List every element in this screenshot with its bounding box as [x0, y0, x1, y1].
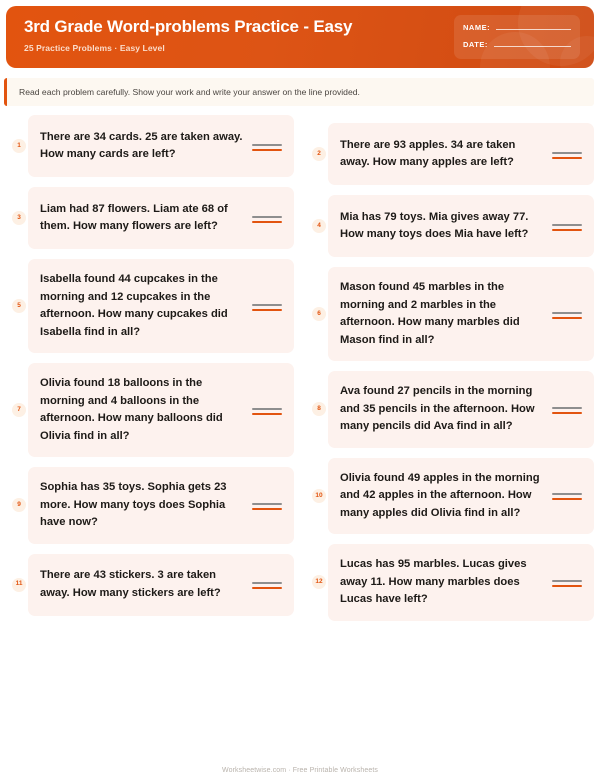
answer-line[interactable]: [552, 222, 582, 231]
problem-number-badge: 4: [312, 219, 326, 233]
problems-grid: [0, 115, 600, 631]
problem-number-badge: 9: [12, 498, 26, 512]
problem-number-badge: 1: [12, 139, 26, 153]
problem-card: [28, 259, 294, 353]
answer-line-gray: [252, 408, 282, 410]
problem-text: Olivia found 18 balloons in the morning and 4 balloons in the afternoon. How many balloons did Olivia find in all?: [40, 377, 223, 442]
answer-line-orange: [552, 157, 582, 159]
header-title-block: [24, 17, 352, 53]
name-date-box: [454, 15, 580, 59]
date-row: [463, 40, 571, 49]
problem-number-badge: 6: [312, 307, 326, 321]
worksheet-header: [6, 6, 594, 68]
date-label: DATE:: [463, 40, 488, 49]
problem-number-badge: 3: [12, 211, 26, 225]
answer-line-orange: [552, 229, 582, 231]
problem-card: [328, 371, 594, 448]
answer-line[interactable]: [252, 406, 282, 415]
answer-line-gray: [252, 304, 282, 306]
problem-item: [306, 195, 594, 257]
problem-text: Olivia found 49 apples in the morning and 42 apples in the afternoon. How many apples did Olivia find in all?: [340, 471, 540, 519]
problem-number-badge: 7: [12, 403, 26, 417]
answer-line-orange: [252, 149, 282, 151]
page-subtitle: 25 Practice Problems · Easy Level: [24, 43, 165, 53]
problem-text: There are 34 cards. 25 are taken away. How many cards are left?: [40, 130, 243, 160]
problem-number-badge: 11: [12, 578, 26, 592]
answer-line-gray: [552, 312, 582, 314]
answer-line-orange: [252, 587, 282, 589]
problems-column-left: [6, 115, 294, 631]
problem-item: [306, 123, 594, 185]
name-label: NAME:: [463, 23, 491, 32]
problem-item: [6, 467, 294, 544]
answer-line-gray: [552, 493, 582, 495]
problem-text: Isabella found 44 cupcakes in the morning and 12 cupcakes in the afternoon. How many cupcakes did Isabella find in all?: [40, 273, 228, 338]
answer-line[interactable]: [252, 302, 282, 311]
answer-line[interactable]: [252, 142, 282, 151]
instructions-bar: [4, 78, 594, 106]
answer-line-gray: [252, 144, 282, 146]
problem-card: [28, 554, 294, 616]
problem-card: [28, 187, 294, 249]
problem-text: There are 43 stickers. 3 are taken away. How many stickers are left?: [40, 569, 221, 599]
answer-line-gray: [252, 216, 282, 218]
problem-card: [328, 544, 594, 621]
answer-line[interactable]: [252, 214, 282, 223]
problem-number-badge: 2: [312, 147, 326, 161]
problem-text: Mia has 79 toys. Mia gives away 77. How many toys does Mia have left?: [340, 210, 529, 240]
answer-line-orange: [252, 508, 282, 510]
problem-card: [28, 115, 294, 177]
problem-item: [306, 458, 594, 535]
problem-card: [328, 123, 594, 185]
problem-item: [6, 115, 294, 177]
answer-line-orange: [252, 221, 282, 223]
page-title: 3rd Grade Word-problems Practice - Easy: [24, 17, 353, 36]
name-write-line[interactable]: [496, 29, 571, 30]
problem-card: [328, 195, 594, 257]
instructions-text: Read each problem carefully. Show your work and write your answer on the line provided.: [19, 86, 360, 97]
problem-item: [306, 544, 594, 621]
problem-item: [306, 267, 594, 361]
problem-text: Lucas has 95 marbles. Lucas gives away 11. How many marbles does Lucas have left?: [340, 558, 527, 605]
answer-line-orange: [252, 309, 282, 311]
problem-item: [6, 363, 294, 457]
problem-text: Sophia has 35 toys. Sophia gets 23 more. How many toys does Sophia have now?: [40, 481, 227, 528]
problem-number-badge: 8: [312, 402, 326, 416]
answer-line-gray: [252, 503, 282, 505]
problem-item: [6, 554, 294, 616]
answer-line[interactable]: [252, 501, 282, 510]
answer-line[interactable]: [552, 310, 582, 319]
problem-text: There are 93 apples. 34 are taken away. How many apples are left?: [340, 138, 516, 168]
answer-line-orange: [552, 498, 582, 500]
date-write-line[interactable]: [494, 46, 571, 47]
answer-line-orange: [552, 317, 582, 319]
answer-line-orange: [552, 585, 582, 587]
problem-item: [306, 371, 594, 448]
answer-line[interactable]: [552, 405, 582, 414]
answer-line-orange: [552, 412, 582, 414]
problem-card: [28, 467, 294, 544]
problem-card: [328, 458, 594, 535]
problem-text: Mason found 45 marbles in the morning and 2 marbles in the afternoon. How many marbles did Mason find in all?: [340, 281, 520, 346]
problem-item: [6, 187, 294, 249]
answer-line-gray: [252, 582, 282, 584]
problem-card: [328, 267, 594, 361]
answer-line-orange: [252, 413, 282, 415]
answer-line-gray: [552, 407, 582, 409]
answer-line-gray: [552, 224, 582, 226]
answer-line-gray: [552, 152, 582, 154]
problem-number-badge: 5: [12, 299, 26, 313]
problem-number-badge: 12: [312, 575, 326, 589]
answer-line-gray: [552, 580, 582, 582]
problem-card: [28, 363, 294, 457]
answer-line[interactable]: [552, 491, 582, 500]
problem-item: [6, 259, 294, 353]
problem-text: Liam had 87 flowers. Liam ate 68 of them. How many flowers are left?: [40, 202, 228, 232]
problem-text: Ava found 27 pencils in the morning and 35 pencils in the afternoon. How many pencils did Ava find in all?: [340, 385, 535, 432]
answer-line[interactable]: [552, 578, 582, 587]
answer-line[interactable]: [552, 150, 582, 159]
name-row: [463, 23, 571, 32]
problem-number-badge: 10: [312, 489, 326, 503]
problems-column-right: [306, 115, 594, 631]
answer-line[interactable]: [252, 580, 282, 589]
footer-watermark: Worksheetwise.com · Free Printable Worksheets: [222, 767, 378, 774]
